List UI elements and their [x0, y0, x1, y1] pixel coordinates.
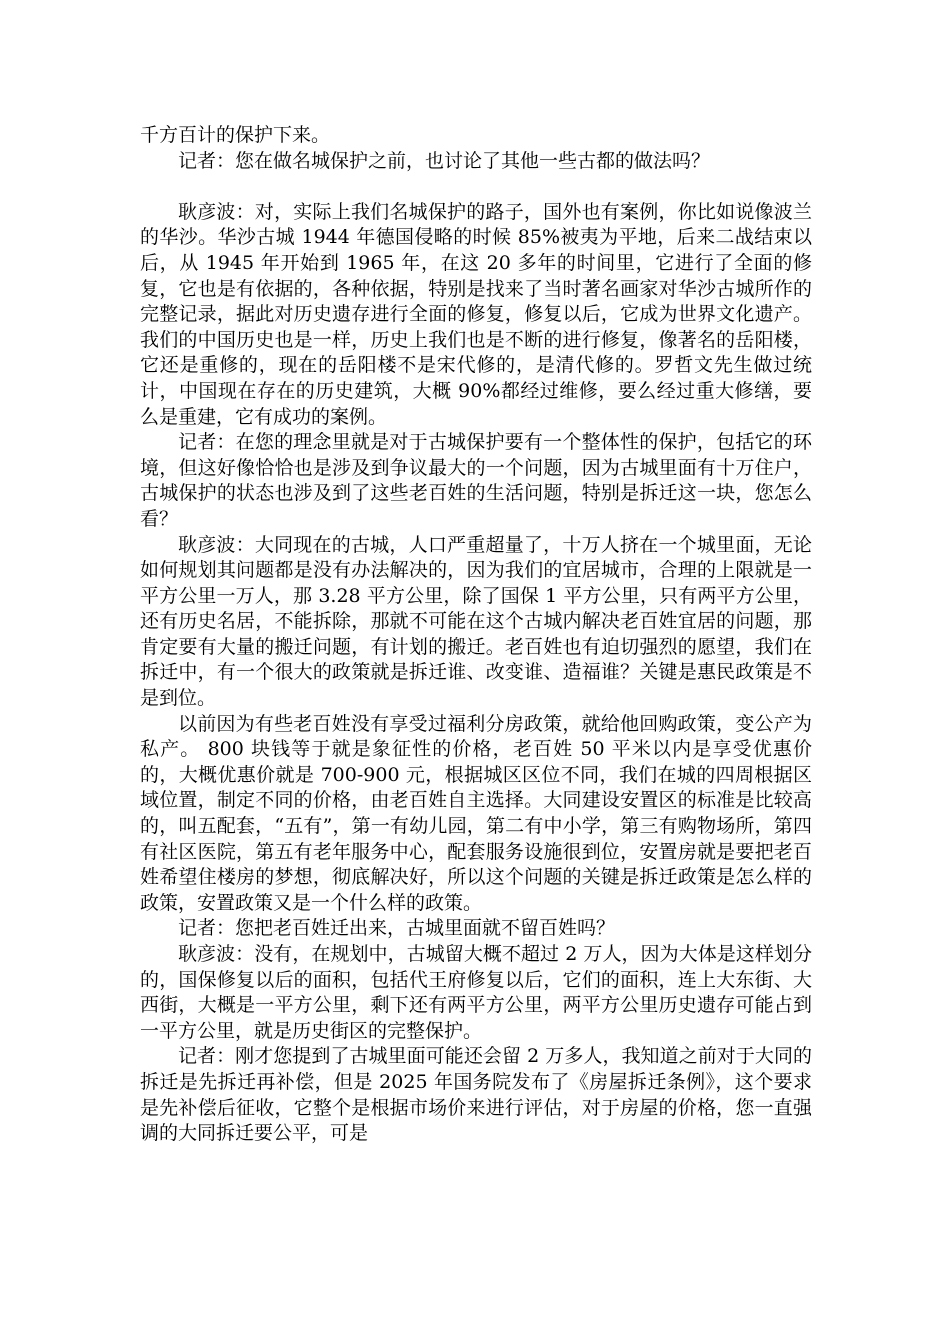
paragraph-answer: 耿彦波：没有，在规划中，古城留大概不超过 2 万人，因为大体是这样划分的，国保修复以后的面积，包括代王府修复以后，它们的面积，连上大东街、大西街，大概是一平方公里，剩下还有两平方公里，两平方公里历史遗存可能占到一平方公里，就是历史街区的完整保护。 [140, 943, 812, 1042]
document-page [140, 123, 812, 1147]
paragraph-continuation: 千方百计的保护下来。 [140, 124, 331, 146]
paragraph-answer: 耿彦波：对，实际上我们名城保护的路子，国外也有案例，你比如说像波兰的华沙。华沙古城 1944 年德国侵略的时候 85%被夷为平地，后来二战结束以后，从 1945 年开始到 1965 年，在这 20 多年的时间里，它进行了全面的修复，它也是有依据的，各种依据，特别是找来了当时著名画家对华沙古城所作的完整记录，据此对历史遗存进行全面的修复，修复以后，它成为世界文化遗产。我们的中国历史也是一样，历史上我们也是不断的进行修复，像著名的岳阳楼，它还是重修的，现在的岳阳楼不是宋代修的，是清代修的。罗哲文先生做过统计，中国现在存在的历史建筑，大概 90%都经过维修，要么经过重大修缮，要么是重建，它有成功的案例。 [140, 200, 812, 428]
paragraph-spacer [140, 174, 812, 200]
paragraph-answer: 耿彦波：大同现在的古城，人口严重超量了，十万人挤在一个城里面，无论如何规划其问题都是没有办法解决的，因为我们的宜居城市，合理的上限就是一平方公里一万人，那 3.28 平方公里，除了国保 1 平方公里，只有两平方公里，还有历史名居，不能拆除，那就不可能在这个古城内解决老百姓宜居的问题，那肯定要有大量的搬迁问题，有计划的搬迁。老百姓也有迫切强烈的愿望，我们在拆迁中，有一个很大的政策就是拆迁谁、改变谁、造福谁？关键是惠民政策是不是到位。 [140, 533, 812, 710]
paragraph-reporter-question: 记者：在您的理念里就是对于古城保护要有一个整体性的保护，包括它的环境，但这好像恰恰也是涉及到争议最大的一个问题，因为古城里面有十万住户，古城保护的状态也涉及到了这些老百姓的生活问题，特别是拆迁这一块，您怎么看？ [140, 431, 812, 530]
paragraph-reporter-question: 记者：刚才您提到了古城里面可能还会留 2 万多人，我知道之前对于大同的拆迁是先拆迁再补偿，但是 2025 年国务院发布了《房屋拆迁条例》，这个要求是先补偿后征收，它整个是根据市场价来进行评估，对于房屋的价格，您一直强调的大同拆迁要公平，可是 [140, 1045, 812, 1145]
paragraph-body: 以前因为有些老百姓没有享受过福利分房政策，就给他回购政策，变公产为私产。 800 块钱等于就是象征性的价格，老百姓 50 平米以内是享受优惠价的，大概优惠价就是 700-900 元，根据城区区位不同，我们在城的四周根据区域位置，制定不同的价格，由老百姓自主选择。大同建设安置区的标准是比较高的，叫五配套，“五有”，第一有幼儿园，第二有中小学，第三有购物场所，第四有社区医院，第五有老年服务中心，配套服务设施很到位，安置房就是要把老百姓希望住楼房的梦想，彻底解决好，所以这个问题的关键是拆迁政策是怎么样的政策，安置政策又是一个什么样的政策。 [140, 712, 812, 914]
paragraph-reporter-question: 记者：您把老百姓迁出来，古城里面就不留百姓吗？ [178, 917, 616, 940]
paragraph-reporter-question: 记者：您在做名城保护之前，也讨论了其他一些古都的做法吗？ [178, 149, 711, 172]
